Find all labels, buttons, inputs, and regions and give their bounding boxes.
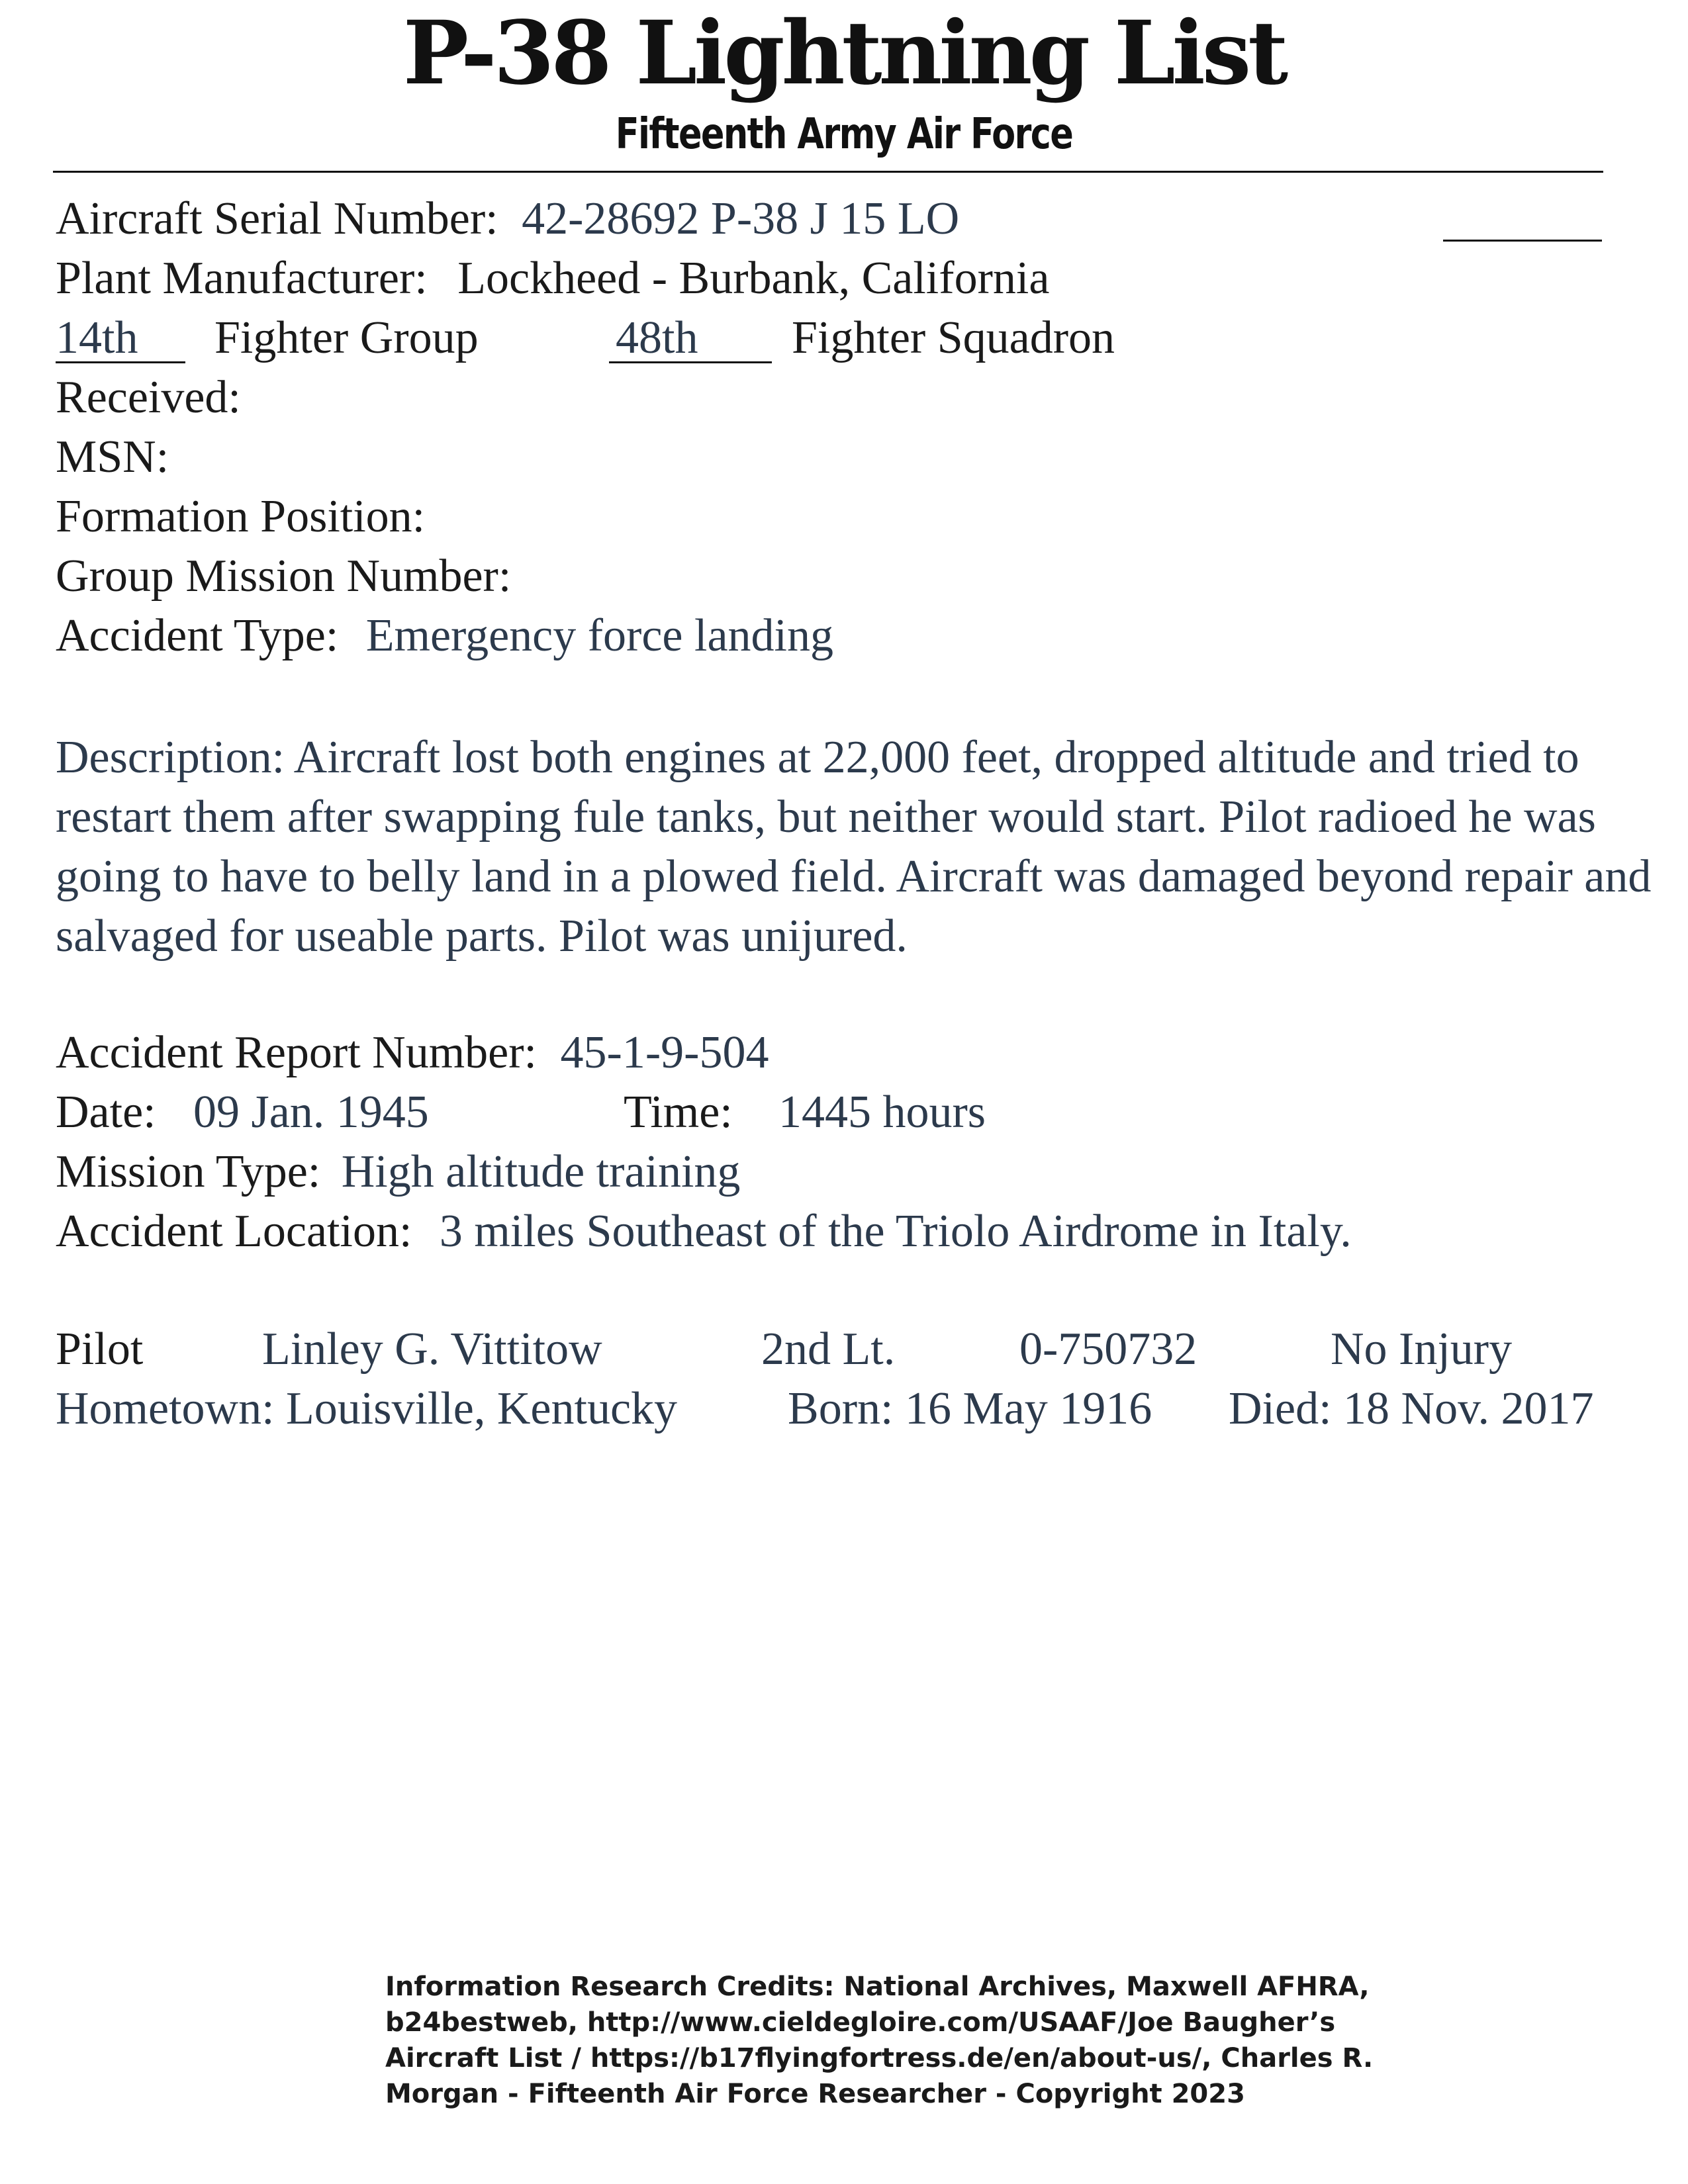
- page-subtitle: Fifteenth Army Air Force: [615, 110, 1073, 159]
- crew-service-number: 0-750732: [1019, 1324, 1197, 1375]
- report-number-row: [56, 1027, 769, 1078]
- manufacturer-label: Plant Manufacturer:: [56, 253, 428, 304]
- accident-type-label: Accident Type:: [56, 610, 339, 661]
- accident-location-value: 3 miles Southeast of the Triolo Airdrome in Italy.: [439, 1206, 1352, 1257]
- manufacturer-row: [56, 255, 1049, 302]
- received-row: [56, 372, 241, 423]
- crew-hometown: Hometown: Louisville, Kentucky: [56, 1383, 678, 1434]
- received-label: Received:: [56, 372, 241, 423]
- crew-rank: 2nd Lt.: [761, 1324, 896, 1375]
- formation-label: Formation Position:: [56, 491, 426, 542]
- serial-value: 42-28692 P-38 J 15 LO: [522, 193, 960, 244]
- squadron-label: Fighter Squadron: [792, 312, 1115, 363]
- blank-underline: [1443, 240, 1602, 242]
- mission-type-label: Mission Type:: [56, 1146, 321, 1197]
- crew-row: [56, 1326, 1631, 1379]
- credits-line: Information Research Credits: National Archives, Maxwell AFHRA,: [385, 1972, 1370, 2002]
- accident-location-row: [56, 1208, 1352, 1255]
- crew-born: Born: 16 May 1916: [788, 1383, 1152, 1434]
- accident-type-value: Emergency force landing: [365, 610, 833, 661]
- time-value: 1445 hours: [778, 1087, 986, 1138]
- date-time-row: [56, 1089, 1181, 1142]
- crew-details-row: [56, 1383, 1658, 1439]
- serial-row: [56, 193, 1605, 244]
- msn-label: MSN:: [56, 432, 169, 482]
- group-label: Fighter Group: [214, 312, 479, 363]
- date-label: Date:: [56, 1087, 156, 1138]
- report-number-label: Accident Report Number:: [56, 1027, 538, 1078]
- crew-role: Pilot: [56, 1324, 144, 1375]
- group-mission-row: [56, 553, 511, 600]
- mission-type-value: High altitude training: [341, 1146, 741, 1197]
- page-title: P-38 Lightning List: [402, 2, 1286, 105]
- crew-died: Died: 18 Nov. 2017: [1229, 1383, 1594, 1434]
- unit-row: [56, 312, 1313, 368]
- crew-name: Linley G. Vittitow: [262, 1324, 602, 1375]
- group-number: 14th: [56, 315, 185, 363]
- header-divider: [53, 171, 1603, 173]
- description-text: Description: Aircraft lost both engines at 22,000 feet, dropped altitude and tried to restart them after swapping fule tanks, but neither would start. Pilot radioed he was going to have to belly land in a plowed field. Aircraft was damaged beyond repair and salvaged for useable parts. Pilot was unijured.: [56, 732, 1652, 962]
- accident-location-label: Accident Location:: [56, 1206, 412, 1257]
- research-credits: [385, 1969, 1405, 2112]
- report-number-value: 45-1-9-504: [560, 1027, 769, 1078]
- msn-row: [56, 434, 169, 480]
- accident-type-row: [56, 610, 833, 661]
- formation-row: [56, 491, 426, 542]
- serial-label: Aircraft Serial Number:: [56, 193, 498, 244]
- manufacturer-value: Lockheed - Burbank, California: [457, 253, 1050, 304]
- squadron-number: 48th: [609, 315, 772, 363]
- credits-line: b24bestweb, http://www.cieldegloire.com/USAAF/Joe Baugher’s: [385, 2007, 1336, 2038]
- crew-status: No Injury: [1331, 1324, 1513, 1375]
- credits-line: Morgan - Fifteenth Air Force Researcher - Copyright 2023: [385, 2079, 1245, 2109]
- mission-type-row: [56, 1146, 741, 1197]
- time-label: Time:: [624, 1087, 733, 1138]
- credits-line: Aircraft List / https://b17flyingfortress.de/en/about-us/, Charles R.: [385, 2043, 1374, 2073]
- group-mission-label: Group Mission Number:: [56, 551, 512, 602]
- date-value: 09 Jan. 1945: [193, 1087, 429, 1138]
